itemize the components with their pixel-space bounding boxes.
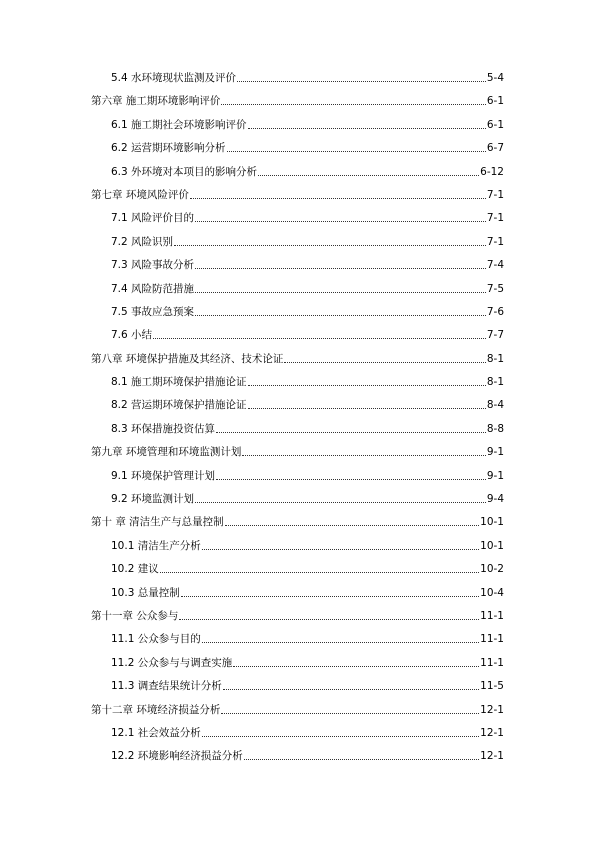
toc-section-entry[interactable]	[0, 324, 595, 347]
toc-dot-leader	[244, 759, 479, 760]
toc-dot-leader	[190, 198, 486, 199]
toc-entry-page: 6-1	[486, 95, 504, 108]
toc-section-entry[interactable]	[0, 207, 595, 230]
toc-section-entry[interactable]	[0, 371, 595, 394]
toc-section-entry[interactable]	[0, 394, 595, 417]
toc-entry-label: 11.1 公众参与目的	[111, 633, 201, 646]
toc-entry-page: 7-6	[486, 305, 504, 318]
toc-entry-page: 10-2	[480, 563, 504, 576]
table-of-contents	[0, 67, 595, 769]
toc-entry-label: 10.2 建议	[111, 563, 159, 576]
toc-dot-leader	[237, 81, 486, 82]
toc-dot-leader	[242, 455, 486, 456]
toc-dot-leader	[179, 619, 479, 620]
toc-dot-leader	[233, 666, 479, 667]
toc-entry-label: 12.1 社会效益分析	[111, 726, 201, 739]
toc-section-entry[interactable]	[0, 628, 595, 651]
toc-chapter-entry[interactable]	[0, 348, 595, 371]
toc-entry-label: 第十 章 清洁生产与总量控制	[91, 516, 224, 529]
toc-dot-leader	[248, 408, 486, 409]
toc-entry-page: 10-1	[480, 516, 504, 529]
toc-section-entry[interactable]	[0, 278, 595, 301]
toc-entry-page: 9-1	[486, 446, 504, 459]
toc-entry-label: 第六章 施工期环境影响评价	[91, 95, 221, 108]
toc-dot-leader	[258, 175, 479, 176]
toc-entry-page: 5-4	[486, 72, 504, 84]
toc-entry-page: 6-1	[486, 118, 504, 131]
toc-entry-page: 8-4	[486, 399, 504, 412]
toc-entry-label: 10.3 总量控制	[111, 586, 180, 599]
toc-entry-label: 8.1 施工期环境保护措施论证	[111, 376, 247, 389]
toc-dot-leader	[195, 502, 486, 503]
toc-section-entry[interactable]	[0, 722, 595, 745]
toc-dot-leader	[248, 385, 486, 386]
toc-dot-leader	[202, 549, 479, 550]
toc-dot-leader	[174, 245, 486, 246]
toc-entry-label: 6.1 施工期社会环境影响评价	[111, 118, 247, 131]
toc-entry-label: 第七章 环境风险评价	[91, 188, 189, 201]
toc-entry-page: 12-1	[480, 703, 504, 716]
toc-entry-label: 9.1 环境保护管理计划	[111, 469, 216, 482]
toc-section-entry[interactable]	[0, 582, 595, 605]
toc-entry-page: 11-1	[480, 609, 504, 622]
toc-entry-label: 6.2 运营期环境影响分析	[111, 142, 226, 155]
toc-dot-leader	[153, 338, 486, 339]
toc-dot-leader	[181, 596, 479, 597]
toc-dot-leader	[195, 268, 486, 269]
toc-entry-page: 12-1	[480, 726, 504, 739]
toc-entry-label: 第十一章 公众参与	[91, 609, 179, 622]
toc-chapter-entry[interactable]	[0, 511, 595, 534]
toc-section-entry[interactable]	[0, 137, 595, 160]
toc-section-entry[interactable]	[0, 488, 595, 511]
toc-entry-page: 11-1	[480, 633, 504, 646]
toc-entry-page: 11-1	[480, 656, 504, 669]
toc-dot-leader	[195, 315, 486, 316]
toc-entry-page: 7-7	[486, 329, 504, 342]
toc-entry-page: 10-1	[480, 539, 504, 552]
toc-dot-leader	[195, 292, 486, 293]
toc-entry-label: 8.3 环保措施投资估算	[111, 422, 216, 435]
toc-entry-page: 9-4	[486, 493, 504, 506]
toc-entry-label: 9.2 环境监测计划	[111, 493, 195, 506]
toc-dot-leader	[225, 525, 479, 526]
toc-entry-label: 10.1 清洁生产分析	[111, 539, 201, 552]
toc-entry-label: 第十二章 环境经济损益分析	[91, 703, 221, 716]
toc-entry-page: 6-7	[486, 142, 504, 155]
toc-entry-label: 8.2 营运期环境保护措施论证	[111, 399, 247, 412]
toc-dot-leader	[216, 479, 486, 480]
toc-dot-leader	[221, 713, 479, 714]
toc-entry-label: 第八章 环境保护措施及其经济、技术论证	[91, 352, 284, 365]
toc-section-entry[interactable]	[0, 465, 595, 488]
toc-section-entry[interactable]	[0, 231, 595, 254]
toc-entry-label: 第九章 环境管理和环境监测计划	[91, 446, 242, 459]
toc-section-entry[interactable]	[0, 745, 595, 768]
toc-entry-page: 7-1	[486, 235, 504, 248]
toc-dot-leader	[221, 104, 486, 105]
toc-section-entry[interactable]	[0, 301, 595, 324]
toc-entry-label: 11.3 调查结果统计分析	[111, 680, 222, 693]
toc-dot-leader	[248, 128, 486, 129]
toc-dot-leader	[216, 432, 486, 433]
toc-dot-leader	[227, 151, 486, 152]
toc-entry-label: 7.6 小结	[111, 329, 153, 342]
toc-dot-leader	[160, 572, 479, 573]
toc-entry-page: 7-5	[486, 282, 504, 295]
toc-entry-page: 11-5	[480, 680, 504, 693]
toc-entry-page: 12-1	[480, 750, 504, 763]
toc-section-entry[interactable]	[0, 652, 595, 675]
toc-dot-leader	[284, 362, 486, 363]
toc-dot-leader	[202, 642, 479, 643]
toc-entry-page: 7-1	[486, 212, 504, 225]
toc-section-entry[interactable]	[0, 254, 595, 277]
toc-dot-leader	[223, 689, 479, 690]
toc-section-entry[interactable]	[0, 418, 595, 441]
toc-dot-leader	[202, 736, 479, 737]
toc-section-entry[interactable]	[0, 535, 595, 558]
toc-entry-page: 8-1	[486, 352, 504, 365]
toc-entry-page: 10-4	[480, 586, 504, 599]
toc-entry-label: 7.2 风险识别	[111, 235, 174, 248]
toc-section-entry[interactable]	[0, 161, 595, 184]
toc-section-entry[interactable]	[0, 67, 595, 90]
toc-entry-page: 7-1	[486, 188, 504, 201]
toc-entry-label: 5.4 水环境现状监测及评价	[111, 72, 237, 84]
toc-entry-label: 11.2 公众参与与调查实施	[111, 656, 233, 669]
toc-chapter-entry[interactable]	[0, 184, 595, 207]
toc-entry-page: 8-8	[486, 422, 504, 435]
toc-entry-page: 7-4	[486, 259, 504, 272]
toc-chapter-entry[interactable]	[0, 699, 595, 722]
toc-section-entry[interactable]	[0, 114, 595, 137]
toc-chapter-entry[interactable]	[0, 90, 595, 113]
toc-section-entry[interactable]	[0, 558, 595, 581]
toc-entry-page: 8-1	[486, 376, 504, 389]
toc-chapter-entry[interactable]	[0, 441, 595, 464]
toc-entry-label: 7.4 风险防范措施	[111, 282, 195, 295]
toc-dot-leader	[195, 221, 486, 222]
toc-entry-page: 9-1	[486, 469, 504, 482]
toc-entry-label: 12.2 环境影响经济损益分析	[111, 750, 243, 763]
toc-entry-label: 7.3 风险事故分析	[111, 259, 195, 272]
toc-chapter-entry[interactable]	[0, 605, 595, 628]
toc-entry-page: 6-12	[480, 165, 504, 178]
toc-entry-label: 7.5 事故应急预案	[111, 305, 195, 318]
toc-entry-label: 6.3 外环境对本项目的影响分析	[111, 165, 258, 178]
toc-entry-label: 7.1 风险评价目的	[111, 212, 195, 225]
toc-section-entry[interactable]	[0, 675, 595, 698]
